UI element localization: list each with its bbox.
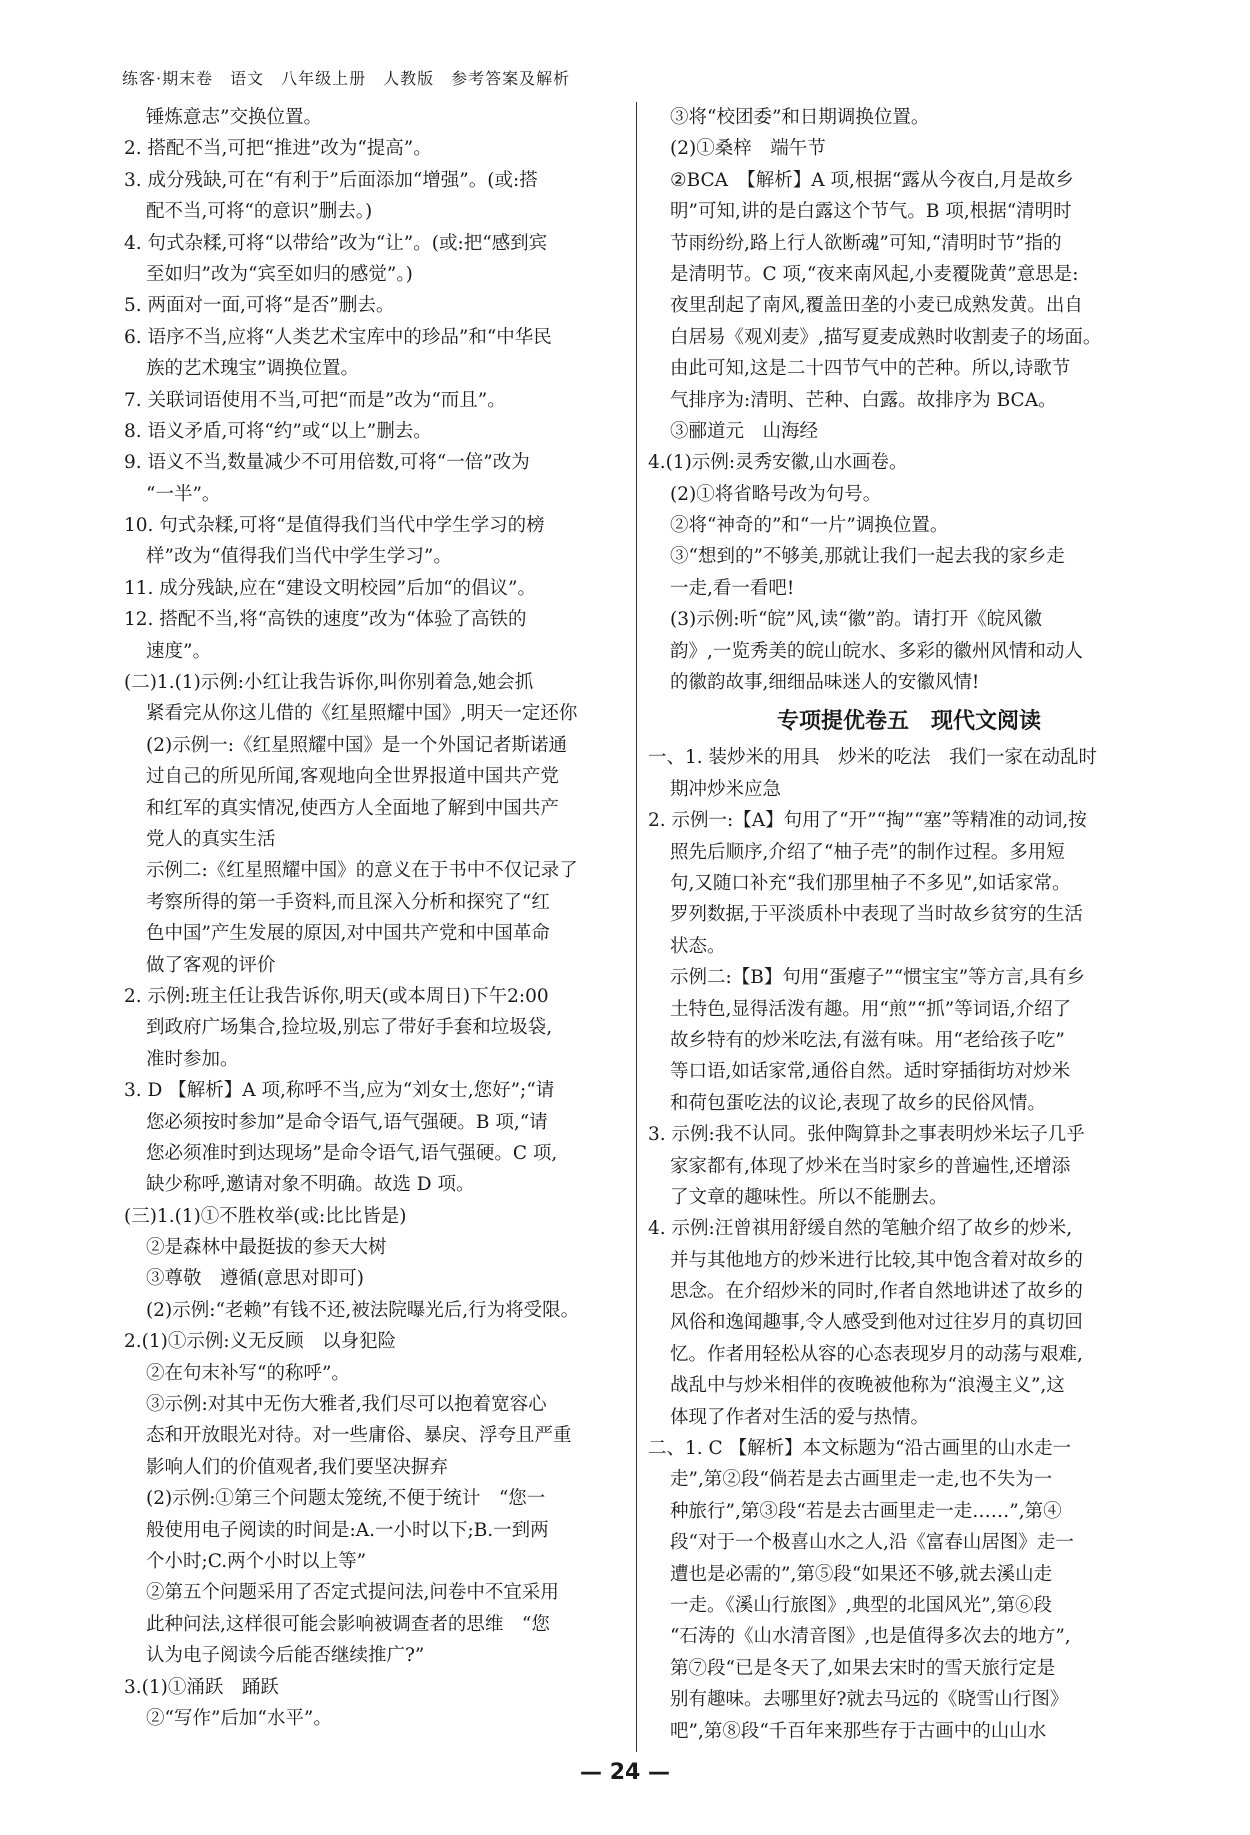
text-line: (2)示例:“老赖”有钱不还,被法院曝光后,行为将受限。 (146, 1299, 580, 1321)
text-line: 家家都有,体现了炒米在当时家乡的普遍性,还增添 (670, 1155, 1071, 1177)
text-line: 速度”。 (146, 640, 211, 662)
text-line: 过自己的所见所闻,客观地向全世界报道中国共产党 (146, 766, 559, 788)
running-header: 练客·期末卷 语文 八年级上册 人教版 参考答案及解析 (122, 69, 571, 88)
page-number: — 24 — (580, 1760, 670, 1785)
text-line: 您必须按时参加”是命令语气,语气强硬。B 项,“请 (146, 1111, 548, 1133)
text-line: 您必须准时到达现场”是命令语气,语气强硬。C 项, (146, 1142, 558, 1164)
text-line: 9. 语义不当,数量减少不可用倍数,可将“一倍”改为 (124, 452, 530, 474)
text-line: 族的艺术瑰宝”调换位置。 (146, 358, 359, 380)
text-line: (二)1.(1)示例:小红让我告诉你,叫你别着急,她会抓 (124, 672, 534, 694)
text-line: 2. 搭配不当,可把“推进”改为“提高”。 (124, 138, 432, 160)
text-line: 了文章的趣味性。所以不能删去。 (670, 1186, 948, 1208)
text-line: 3. 示例:我不认同。张仲陶算卦之事表明炒米坛子几乎 (648, 1124, 1085, 1146)
right-column (648, 102, 1170, 1747)
text-line: (2)①桑梓 端午节 (670, 138, 826, 160)
section-title: 专项提优卷五 现代文阅读 (776, 709, 1041, 735)
text-line: 11. 成分残缺,应在“建设文明校园”后加“的倡议”。 (124, 577, 537, 599)
text-line: 8. 语义矛盾,可将“约”或“以上”删去。 (124, 420, 432, 442)
text-line: 到政府广场集合,捡垃圾,别忘了带好手套和垃圾袋, (146, 1017, 553, 1039)
text-line: 忆。作者用轻松从容的心态表现岁月的动荡与艰难, (670, 1343, 1083, 1365)
text-line: “一半”。 (146, 483, 221, 505)
text-line: 白居易《观刈麦》,描写夏麦成熟时收割麦子的场面。 (670, 326, 1102, 348)
text-line: ②将“神奇的”和“一片”调换位置。 (670, 515, 949, 537)
text-line: 别有趣味。去哪里好?就去马远的《晓雪山行图》 (670, 1689, 1069, 1711)
text-line: ②在句末补写“的称呼”。 (146, 1362, 350, 1384)
text-line: 风俗和逸闻趣事,令人感受到他对过往岁月的真切回 (670, 1312, 1083, 1334)
text-line: ②BCA 【解析】A 项,根据“露从今夜白,月是故乡 (670, 169, 1074, 191)
left-column (124, 102, 642, 1734)
text-line: 3. D 【解析】A 项,称呼不当,应为“刘女士,您好”;“请 (124, 1080, 555, 1102)
text-line: 土特色,显得活泼有趣。用“煎”“抓”等词语,介绍了 (670, 998, 1072, 1020)
text-line: 示例二:《红星照耀中国》的意义在于书中不仅记录了 (146, 860, 578, 882)
text-line: 一走。《溪山行旅图》,典型的北国风光”,第⑥段 (670, 1594, 1052, 1616)
text-line: 配不当,可将“的意识”删去。) (146, 201, 373, 223)
text-line: 般使用电子阅读的时间是:A.一小时以下;B.一到两 (146, 1519, 549, 1541)
text-line: 6. 语序不当,应将“人类艺术宝库中的珍品”和“中华民 (124, 326, 552, 348)
text-line: 等口语,如话家常,通俗自然。适时穿插街坊对炒米 (670, 1061, 1071, 1083)
text-line: ③郦道元 山海经 (670, 420, 819, 442)
text-line: 5. 两面对一面,可将“是否”删去。 (124, 295, 395, 317)
text-line: 二、1. C 【解析】本文标题为“沿古画里的山水走一 (648, 1438, 1072, 1460)
text-line: 气排序为:清明、芒种、白露。故排序为 BCA。 (670, 389, 1057, 411)
text-line: 影响人们的价值观者,我们要坚决摒弃 (146, 1456, 448, 1478)
text-line: ③将“校团委”和日期调换位置。 (670, 107, 930, 128)
text-line: 做了客观的评价 (146, 954, 276, 976)
text-line: 是清明节。C 项,“夜来南风起,小麦覆陇黄”意思是: (670, 263, 1079, 285)
text-line: 夜里刮起了南风,覆盖田垄的小麦已成熟发黄。出自 (670, 295, 1083, 317)
text-line: 第⑦段“已是冬天了,如果去宋时的雪天旅行定是 (670, 1657, 1056, 1679)
text-line: ②是森林中最挺拔的参天大树 (146, 1237, 387, 1259)
text-line: 段“对于一个极喜山水之人,沿《富春山居图》走一 (670, 1532, 1074, 1554)
text-line: 的徽韵故事,细细品味迷人的安徽风情! (670, 672, 980, 694)
text-line: (三)1.(1)①不胜枚举(或:比比皆是) (124, 1205, 407, 1227)
text-line: 7. 关联词语使用不当,可把“而是”改为“而且”。 (124, 389, 506, 411)
text-line: 锤炼意志”交换位置。 (146, 107, 322, 128)
text-line: 一走,看一看吧! (670, 577, 795, 599)
right-column-top (648, 102, 1170, 698)
text-line: 节雨纷纷,路上行人欲断魂”可知,“清明时节”指的 (670, 232, 1062, 254)
text-line: 体现了作者对生活的爱与热情。 (670, 1406, 930, 1428)
text-line: ③“想到的”不够美,那就让我们一起去我的家乡走 (670, 546, 1065, 568)
text-line: 思念。在介绍炒米的同时,作者自然地讲述了故乡的 (670, 1281, 1083, 1303)
text-line: 照先后顺序,介绍了“柚子壳”的制作过程。多用短 (670, 841, 1065, 863)
text-line: 并与其他地方的炒米进行比较,其中饱含着对故乡的 (670, 1249, 1083, 1271)
text-line: 和荷包蛋吃法的议论,表现了故乡的民俗风情。 (670, 1092, 1046, 1114)
text-line: ②第五个问题采用了否定式提问法,问卷中不宜采用 (146, 1582, 559, 1604)
text-line: 状态。 (670, 935, 726, 957)
text-line: 2. 示例:班主任让我告诉你,明天(或本周日)下午2:00 (124, 985, 549, 1007)
text-line: 紧看完从你这儿借的《红星照耀中国》,明天一定还你 (146, 703, 578, 725)
text-line: 4. 示例:汪曾祺用舒缓自然的笔触介绍了故乡的炒米, (648, 1218, 1073, 1240)
text-line: 12. 搭配不当,将“高铁的速度”改为“体验了高铁的 (124, 609, 527, 631)
column-divider (636, 102, 637, 1752)
text-line: ②“写作”后加“水平”。 (146, 1707, 332, 1729)
text-line: “石涛的《山水清音图》,也是值得多次去的地方”, (670, 1626, 1071, 1648)
text-line: 样”改为“值得我们当代中学生学习”。 (146, 546, 452, 568)
text-line: 考察所得的第一手资料,而且深入分析和探究了“红 (146, 891, 550, 913)
text-line: 韵》,一览秀美的皖山皖水、多彩的徽州风情和动人 (670, 640, 1083, 662)
text-line: 认为电子阅读今后能否继续推广?” (146, 1645, 425, 1667)
text-line: 和红军的真实情况,使西方人全面地了解到中国共产 (146, 797, 559, 819)
text-line: 缺少称呼,邀请对象不明确。故选 D 项。 (146, 1174, 475, 1196)
text-line: 遭也是必需的”,第⑤段“如果还不够,就去溪山走 (670, 1563, 1053, 1585)
text-line: 2.(1)①示例:义无反顾 以身犯险 (124, 1331, 397, 1353)
text-line: 句,又随口补充“我们那里柚子不多见”,如话家常。 (670, 872, 1071, 894)
right-column-bottom (648, 742, 1170, 1747)
text-line: 示例二:【B】句用“蛋瘪子”“惯宝宝”等方言,具有乡 (670, 967, 1086, 989)
text-line: (2)示例一:《红星照耀中国》是一个外国记者斯诺通 (146, 734, 567, 756)
text-line: 党人的真实生活 (146, 828, 276, 850)
text-line: 4. 句式杂糅,可将“以带给”改为“让”。(或:把“感到宾 (124, 232, 548, 254)
text-line: 此种问法,这样很可能会影响被调查者的思维 “您 (146, 1613, 550, 1635)
text-line: 态和开放眼光对待。对一些庸俗、暴戾、浮夸且严重 (146, 1425, 572, 1447)
text-line: 至如归”改为“宾至如归的感觉”。) (146, 263, 413, 285)
text-line: 2. 示例一:【A】句用了“开”“掏”“塞”等精准的动词,按 (648, 810, 1087, 832)
text-line: 罗列数据,于平淡质朴中表现了当时故乡贫穷的生活 (670, 904, 1083, 926)
text-line: 10. 句式杂糅,可将“是值得我们当代中学生学习的榜 (124, 515, 545, 537)
text-line: ③尊敬 遵循(意思对即可) (146, 1268, 364, 1290)
text-line: 明”可知,讲的是白露这个节气。B 项,根据“清明时 (670, 201, 1072, 223)
text-line: 3. 成分残缺,可在“有利于”后面添加“增强”。(或:搭 (124, 169, 538, 191)
text-line: ③示例:对其中无伤大雅者,我们尽可以抱着宽容心 (146, 1394, 547, 1416)
text-line: 吧”,第⑧段“千百年来那些存于古画中的山山水 (670, 1720, 1047, 1742)
text-line: 走”,第②段“倘若是去古画里走一走,也不失为一 (670, 1469, 1053, 1491)
text-line: 战乱中与炒米相伴的夜晚被他称为“浪漫主义”,这 (670, 1375, 1065, 1397)
text-line: 期冲炒米应急 (670, 778, 782, 800)
text-line: 由此可知,这是二十四节气中的芒种。所以,诗歌节 (670, 358, 1071, 380)
text-line: (3)示例:听“皖”风,读“徽”韵。请打开《皖风徽 (670, 609, 1043, 631)
text-line: 4.(1)示例:灵秀安徽,山水画卷。 (648, 452, 908, 474)
text-line: (2)示例:①第三个问题太笼统,不便于统计 “您一 (146, 1488, 546, 1510)
text-line: 色中国”产生发展的原因,对中国共产党和中国革命 (146, 923, 550, 945)
text-line: 准时参加。 (146, 1048, 239, 1070)
text-line: 个小时;C.两个小时以上等” (146, 1550, 367, 1572)
text-line: 故乡特有的炒米吃法,有滋有味。用“老给孩子吃” (670, 1029, 1065, 1051)
text-line: (2)①将省略号改为句号。 (670, 483, 882, 505)
text-line: 3.(1)①涌跃 踊跃 (124, 1676, 279, 1698)
text-line: 种旅行”,第③段“若是去古画里走一走……”,第④ (670, 1500, 1062, 1522)
text-line: 一、1. 装炒米的用具 炒米的吃法 我们一家在动乱时 (648, 747, 1098, 769)
